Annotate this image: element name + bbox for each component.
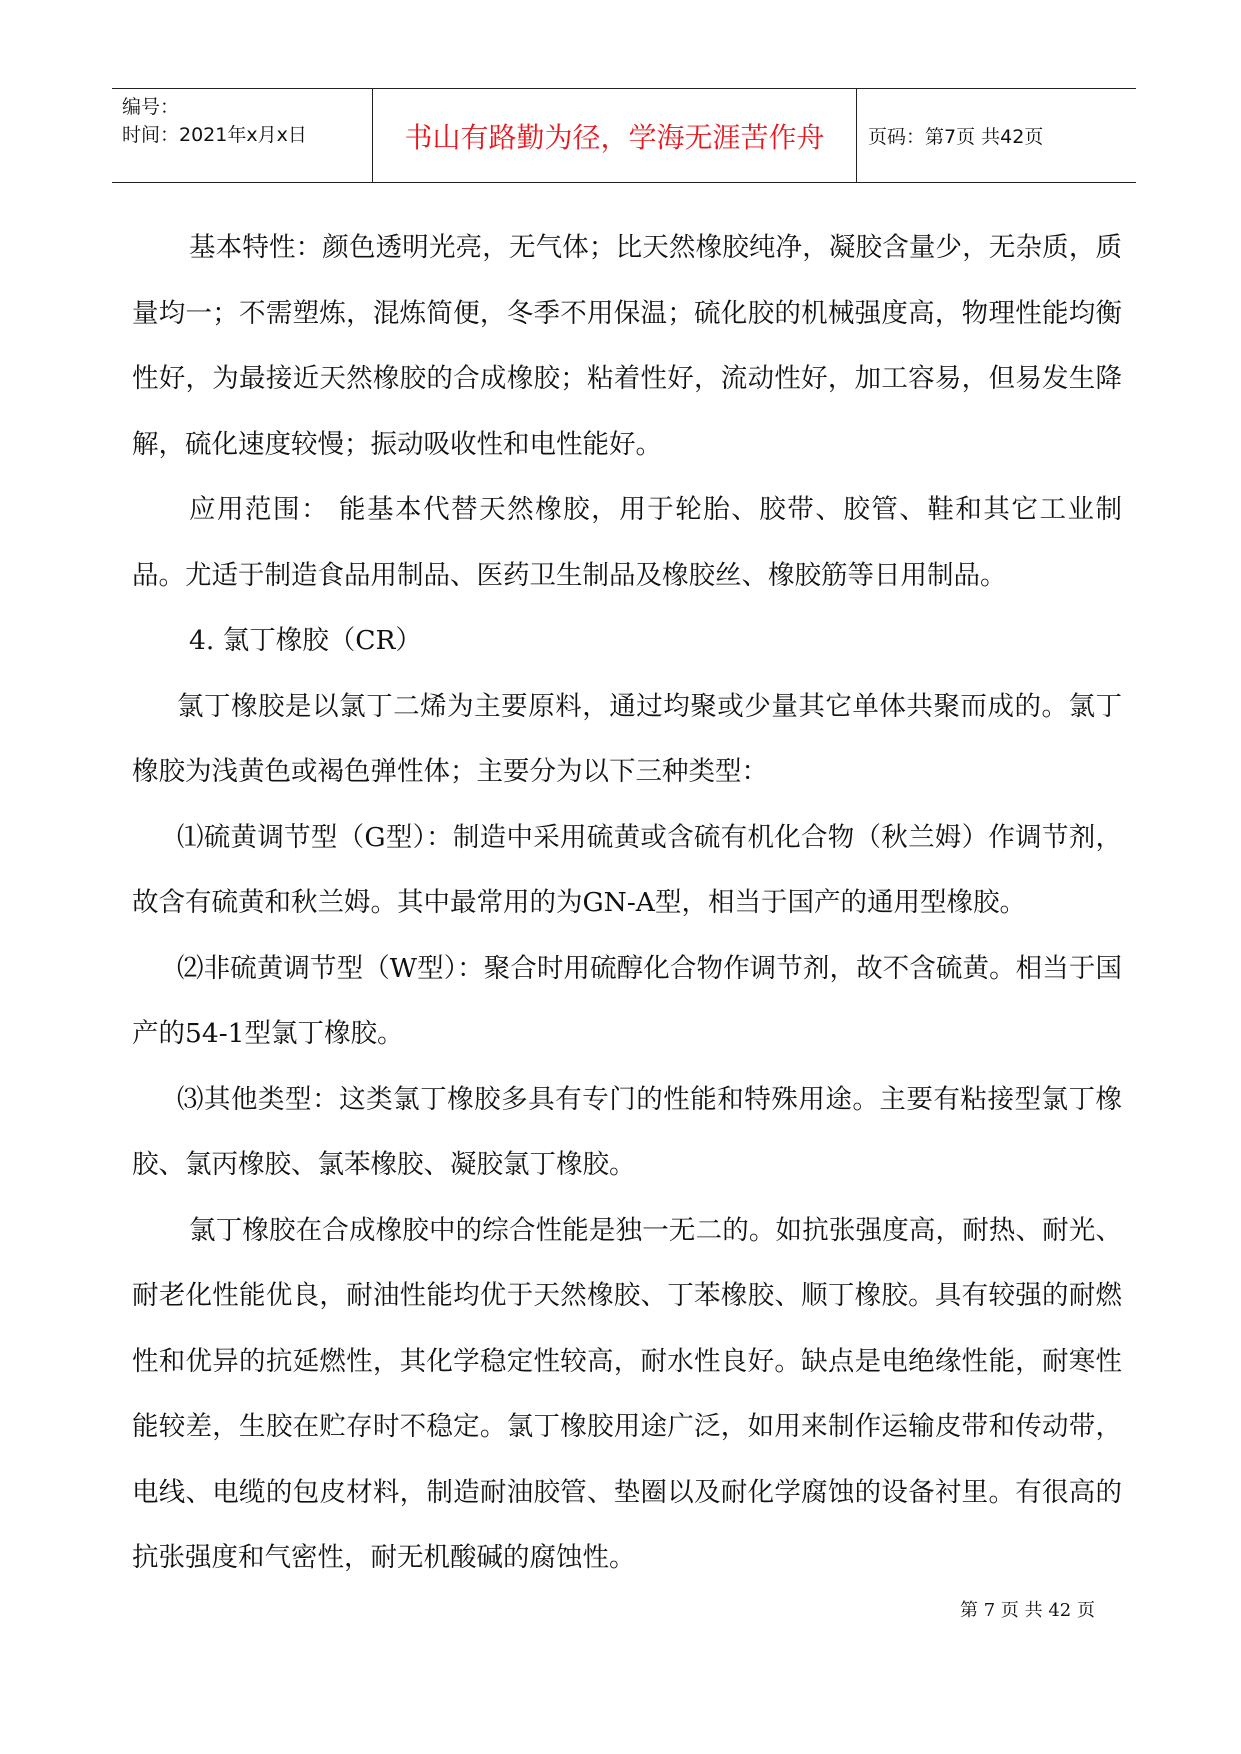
document-body xyxy=(132,215,1122,1591)
section-heading-cr: 4. 氯丁橡胶（CR） xyxy=(189,625,422,656)
paragraph-application-range: 应用范围： 能基本代替天然橡胶，用于轮胎、胶带、胶管、鞋和其它工业制品。尤适于制造食品用制品、医药卫生制品及橡胶丝、橡胶筋等日用制品。 xyxy=(132,494,1122,591)
paragraph-other-types: ⑶其他类型：这类氯丁橡胶多具有专门的性能和特殊用途。主要有粘接型氯丁橡胶、氯丙橡胶、氯苯橡胶、凝胶氯丁橡胶。 xyxy=(132,1083,1122,1180)
page-footer: 第 7 页 共 42 页 xyxy=(960,1600,1095,1621)
paragraph-cr-properties: 氯丁橡胶在合成橡胶中的综合性能是独一无二的。如抗张强度高，耐热、耐光、耐老化性能优良，耐油性能均优于天然橡胶、丁苯橡胶、顺丁橡胶。具有较强的耐燃性和优异的抗延燃性，其化学稳定性较高，耐水性良好。缺点是电绝缘性能，耐寒性能较差，生胶在贮存时不稳定。氯丁橡胶用途广泛，如用来制作运输皮带和传动带， 电线、电缆的包皮材料，制造耐油胶管、垫圈以及耐化学腐蚀的设备衬里。有很高的抗张强度和气密性，耐无机酸碱的腐蚀性。 xyxy=(132,1214,1122,1573)
header-left xyxy=(122,93,382,149)
paragraph-cr-intro: 氯丁橡胶是以氯丁二烯为主要原料，通过均聚或少量其它单体共聚而成的。氯丁橡胶为浅黄色或褐色弹性体；主要分为以下三种类型： xyxy=(132,690,1122,787)
document-number: 编号： xyxy=(122,96,180,118)
paragraph-basic-properties: 基本特性：颜色透明光亮，无气体；比天然橡胶纯净，凝胶含量少，无杂质，质量均一；不需塑炼，混炼简便，冬季不用保温；硫化胶的机械强度高，物理性能均衡性好，为最接近天然橡胶的合成橡胶；粘着性好，流动性好，加工容易，但易发生降解，硫化速度较慢；振动吸收性和电性能好。 xyxy=(132,232,1122,460)
header-page-number: 页码：第7页 共42页 xyxy=(868,126,1044,148)
paragraph-type-w: ⑵非硫黄调节型（W型）：聚合时用硫醇化合物作调节剂，故不含硫黄。相当于国产的54-1型氯丁橡胶。 xyxy=(132,952,1122,1049)
page-header xyxy=(112,88,1136,183)
document-time: 时间：2021年x月x日 xyxy=(122,124,307,146)
paragraph-type-g: ⑴硫黄调节型（G型）：制造中采用硫黄或含硫有机化合物（秋兰姆）作调节剂，故含有硫黄和秋兰姆。其中最常用的为GN-A型，相当于国产的通用型橡胶。 xyxy=(132,821,1122,918)
header-motto: 书山有路勤为径，学海无涯苦作舟 xyxy=(372,89,857,182)
